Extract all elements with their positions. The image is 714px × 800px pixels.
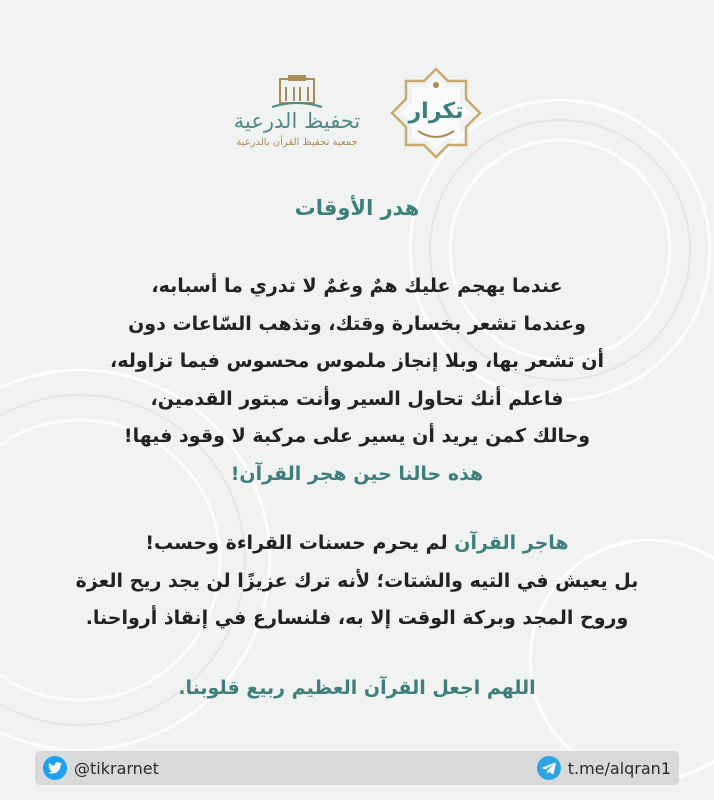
paragraph-1 — [40, 268, 674, 493]
paragraph-line: بل يعيش في التيه والشتات؛ لأنه ترك عزيزًا لن يجد ريح العزة — [75, 569, 639, 592]
logo-area — [0, 55, 714, 165]
twitter-link[interactable] — [43, 756, 159, 780]
paragraph-line: وروح المجد وبركة الوقت إلا به، فلنسارع في إنقاذ أرواحنا. — [85, 607, 629, 629]
mosque-icon — [222, 73, 372, 113]
tikrar-logo — [388, 65, 484, 161]
twitter-handle: @tikrarnet — [74, 758, 159, 778]
paragraph-line: وحالك كمن يريد أن يسير على مركبة لا وقود فيها! — [123, 425, 591, 447]
paragraph-line: وعندما تشعر بخسارة وقتك، وتذهب السّاعات دون — [128, 312, 586, 335]
highlight-phrase: هاجر القرآن — [454, 532, 569, 554]
association-logo — [222, 73, 372, 161]
twitter-icon — [43, 756, 67, 780]
tikrar-logo-text: تكرار — [408, 99, 464, 124]
paragraph-line: عندما يهجم عليك همٌ وغمٌ لا تدري ما أسبابه، — [151, 275, 563, 297]
paragraph-line — [40, 525, 674, 563]
paragraph-line: فاعلم أنك تحاول السير وأنت مبتور القدمين، — [150, 387, 564, 410]
association-subtitle: جمعية تحفيظ القرآن بالدرعية — [236, 137, 358, 148]
telegram-icon — [537, 756, 561, 780]
closing-prayer: اللهم اجعل القرآن العظيم ربيع قلوبنا. — [178, 677, 536, 699]
paragraph-line: أن تشعر بها، وبلا إنجاز ملموس محسوس فيما تزاوله، — [110, 350, 604, 372]
page-title: هدر الأوقات — [294, 196, 420, 220]
telegram-link[interactable] — [537, 756, 671, 780]
association-name: تحفيظ الدرعية — [233, 109, 361, 133]
paragraph-2 — [40, 525, 674, 638]
social-footer — [35, 751, 679, 785]
line-rest: لم يحرم حسنات القراءة وحسب! — [145, 532, 455, 554]
paragraph-highlight: هذه حالنا حين هجر القرآن! — [230, 462, 484, 485]
telegram-url: t.me/alqran1 — [567, 758, 671, 778]
